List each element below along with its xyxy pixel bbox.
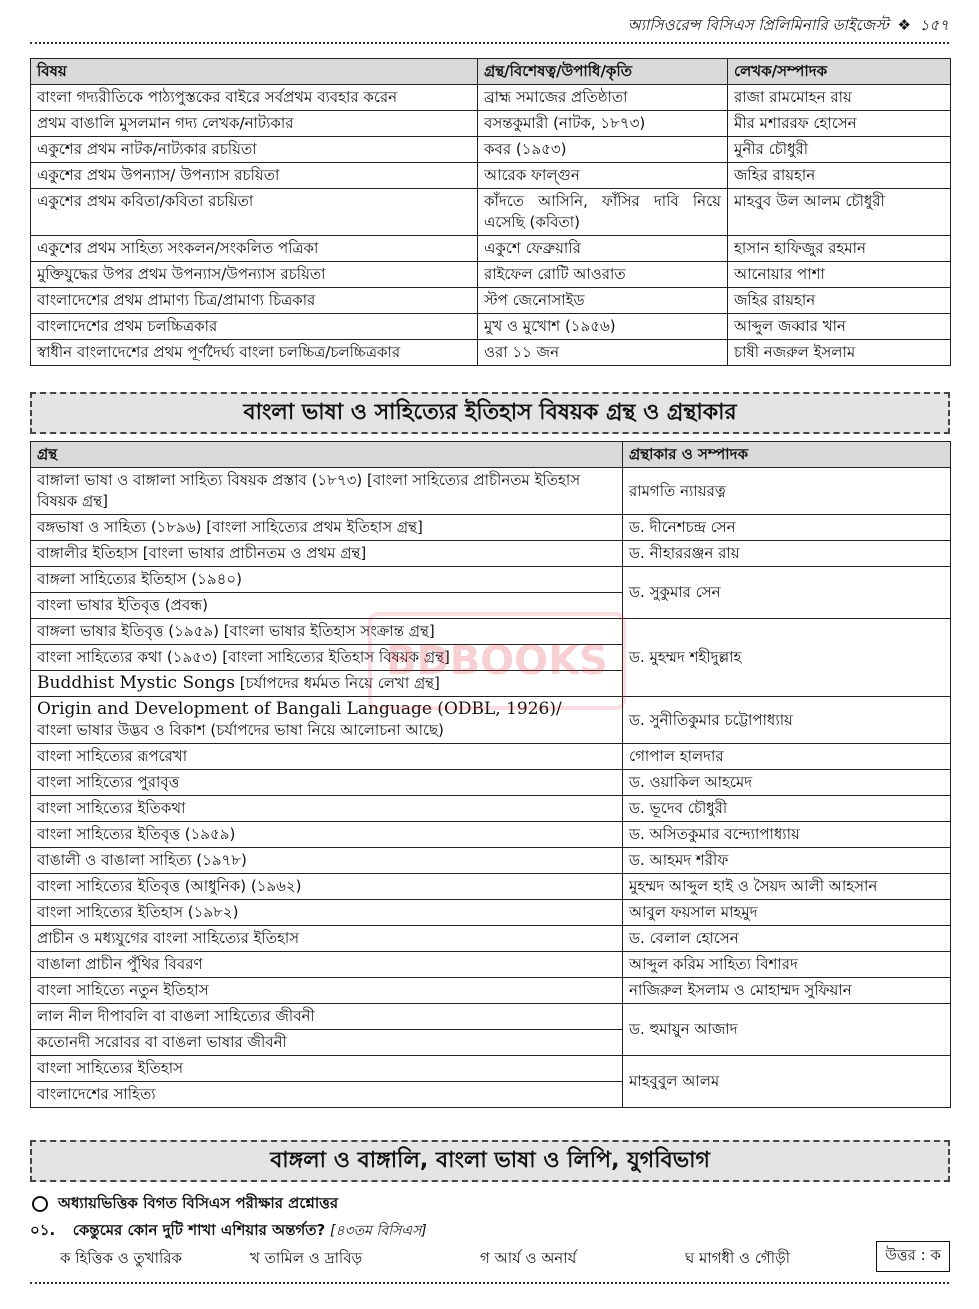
book-cell: বাংলা সাহিত্যের ইতিহাস — [31, 1056, 623, 1082]
author-cell: আবুল ফয়সাল মাহমুদ — [623, 900, 951, 926]
author-cell: ড. মুহম্মদ শহীদুল্লাহ — [623, 619, 951, 697]
table-header-row — [31, 442, 951, 468]
book-cell: বাংলা সাহিত্যের কথা (১৯৫৩) [বাংলা সাহিত্যের ইতিহাস বিষয়ক গ্রন্থ] — [31, 645, 623, 671]
bullet-circle-icon — [32, 1196, 48, 1212]
table-cell: বসন্তকুমারী (নাটক, ১৮৭৩) — [478, 111, 728, 137]
table-row — [31, 468, 951, 515]
book-cell: বাঙ্গালীর ইতিহাস [বাংলা ভাষার প্রাচীনতম ও প্রথম গ্রন্থ] — [31, 541, 623, 567]
option-ga: গ আর্য ও অনার্য — [480, 1249, 577, 1267]
book-cell: বাংলা সাহিত্যের ইতিবৃত্ত (আধুনিক) (১৯৬২) — [31, 874, 623, 900]
book-cell: লাল নীল দীপাবলি বা বাঙলা সাহিত্যের জীবনী — [31, 1004, 623, 1030]
option-kha: খ তামিল ও দ্রাবিড় — [250, 1249, 363, 1267]
author-cell: ড. সুকুমার সেন — [623, 567, 951, 619]
table-cell: ওরা ১১ জন — [478, 340, 728, 366]
header-separator-icon: ❖ — [897, 16, 911, 34]
author-cell: গোপাল হালদার — [623, 744, 951, 770]
column-header: গ্রন্থাকার ও সম্পাদক — [623, 442, 951, 468]
question-source: [৪৩তম বিসিএস] — [329, 1223, 427, 1239]
book-cell: বাঙ্গলা ভাষার ইতিবৃত্ত (১৯৫৯) [বাংলা ভাষার ইতিহাস সংক্রান্ত গ্রন্থ] — [31, 619, 623, 645]
table-cell: আরেক ফাল্গুন — [478, 163, 728, 189]
book-english-title: Origin and Development of Bangali Language (ODBL, 1926)/ — [37, 699, 562, 719]
section-title: বাঙ্গলা ও বাঙ্গালি, বাংলা ভাষা ও লিপি, যুগবিভাগ — [270, 1148, 710, 1173]
table-cell: কবর (১৯৫৩) — [478, 137, 728, 163]
table-cell: আব্দুল জব্বার খান — [728, 314, 951, 340]
book-cell: বাঙ্গালা ভাষা ও বাঙ্গালা সাহিত্য বিষয়ক প্রস্তাব (১৮৭৩) [বাংলা সাহিত্যের প্রাচীনতম ইতিহাস বিষয়ক গ্রন্থ] — [31, 468, 623, 515]
table-row — [31, 822, 951, 848]
header-title: অ্যাসিওরেন্স বিসিএস প্রিলিমিনারি ডাইজেস্ট — [627, 16, 889, 34]
table-row — [31, 236, 951, 262]
table-cell: রাইফেল রোটি আওরাত — [478, 262, 728, 288]
firsts-table — [30, 58, 951, 366]
table-cell: একুশের প্রথম কবিতা/কবিতা রচয়িতা — [31, 189, 478, 236]
table-cell: একুশের প্রথম নাটক/নাট্যকার রচয়িতা — [31, 137, 478, 163]
question-number: ০১. — [30, 1221, 56, 1239]
author-cell: আব্দুল করিম সাহিত্য বিশারদ — [623, 952, 951, 978]
book-cell: বাংলা সাহিত্যের রূপরেখা — [31, 744, 623, 770]
page-number: ১৫৭ — [919, 16, 949, 34]
table-cell: মীর মশাররফ হোসেন — [728, 111, 951, 137]
table-row — [31, 874, 951, 900]
table-cell: মাহবুব উল আলম চৌধুরী — [728, 189, 951, 236]
table-row — [31, 85, 951, 111]
table-cell: বাংলাদেশের প্রথম প্রামাণ্য চিত্র/প্রামাণ্য চিত্রকার — [31, 288, 478, 314]
table-cell: একুশের প্রথম উপন্যাস/ উপন্যাস রচয়িতা — [31, 163, 478, 189]
table-cell: স্বাধীন বাংলাদেশের প্রথম পূর্ণদৈর্ঘ্য বাংলা চলচ্চিত্র/চলচ্চিত্রকার — [31, 340, 478, 366]
table-cell: বাংলা গদ্যরীতিকে পাঠ্যপুস্তকের বাইরে সর্বপ্রথম ব্যবহার করেন — [31, 85, 478, 111]
table-row — [31, 697, 951, 744]
author-cell: ড. দীনেশচন্দ্র সেন — [623, 515, 951, 541]
book-note: [চর্যাপদের ধর্মমত নিয়ে লেখা গ্রন্থ] — [239, 674, 440, 692]
option-gha: ঘ মাগধী ও গৌড়ী — [685, 1249, 791, 1267]
book-cell — [31, 697, 623, 744]
book-english-title: Buddhist Mystic Songs — [37, 673, 235, 693]
author-cell: ড. আহমদ শরীফ — [623, 848, 951, 874]
table-cell: রাজা রামমোহন রায় — [728, 85, 951, 111]
watermark-logo: BDBOOKS — [368, 612, 626, 710]
table-row — [31, 926, 951, 952]
question-text: কেন্তুমের কোন দুটি শাখা এশিয়ার অন্তর্গত? — [72, 1221, 326, 1239]
author-cell: নাজিরুল ইসলাম ও মোহাম্মদ সুফিয়ান — [623, 978, 951, 1004]
table-cell: স্টপ জেনোসাইড — [478, 288, 728, 314]
table-cell: মুক্তিযুদ্ধের উপর প্রথম উপন্যাস/উপন্যাস রচয়িতা — [31, 262, 478, 288]
author-cell: মাহবুবুল আলম — [623, 1056, 951, 1108]
table-row — [31, 111, 951, 137]
section-title: বাংলা ভাষা ও সাহিত্যের ইতিহাস বিষয়ক গ্রন্থ ও গ্রন্থাকার — [243, 400, 737, 425]
table-row — [31, 848, 951, 874]
table-row — [31, 515, 951, 541]
author-cell: ড. বেলাল হোসেন — [623, 926, 951, 952]
book-note: বাংলা ভাষার উদ্ভব ও বিকাশ (চর্যাপদের ভাষা নিয়ে আলোচনা আছে) — [37, 721, 444, 739]
author-cell: ড. সুনীতিকুমার চট্টোপাধ্যায় — [623, 697, 951, 744]
book-cell: বাঙালী ও বাঙালা সাহিত্য (১৯৭৮) — [31, 848, 623, 874]
column-header: বিষয় — [31, 59, 478, 85]
footer-divider — [30, 1282, 949, 1284]
author-cell: ড. ওয়াকিল আহমেদ — [623, 770, 951, 796]
table-cell: একুশের প্রথম সাহিত্য সংকলন/সংকলিত পত্রিকা — [31, 236, 478, 262]
table-row — [31, 262, 951, 288]
author-cell: ড. হুমায়ুন আজাদ — [623, 1004, 951, 1056]
page-header — [30, 14, 949, 40]
table-row — [31, 340, 951, 366]
book-cell: কতোনদী সরোবর বা বাঙলা ভাষার জীবনী — [31, 1030, 623, 1056]
book-cell: বাংলা সাহিত্যের ইতিহাস (১৯৮২) — [31, 900, 623, 926]
table-cell: মুখ ও মুখোশ (১৯৫৬) — [478, 314, 728, 340]
author-cell: রামগতি ন্যায়রত্ন — [623, 468, 951, 515]
book-cell: বাংলাদেশের সাহিত্য — [31, 1082, 623, 1108]
table-row — [31, 770, 951, 796]
book-cell: বাঙালা প্রাচীন পুঁথির বিবরণ — [31, 952, 623, 978]
author-cell: ড. নীহাররঞ্জন রায় — [623, 541, 951, 567]
table-row — [31, 288, 951, 314]
table-cell: চাষী নজরুল ইসলাম — [728, 340, 951, 366]
author-cell: ড. অসিতকুমার বন্দ্যোপাধ্যায় — [623, 822, 951, 848]
table-row — [31, 314, 951, 340]
table-row — [31, 1004, 951, 1030]
book-cell — [31, 671, 623, 697]
table-cell: প্রথম বাঙালি মুসলমান গদ্য লেখক/নাট্যকার — [31, 111, 478, 137]
table-row — [31, 900, 951, 926]
table-cell: জহির রায়হান — [728, 288, 951, 314]
book-cell: প্রাচীন ও মধ্যযুগের বাংলা সাহিত্যের ইতিহাস — [31, 926, 623, 952]
table-cell: আনোয়ার পাশা — [728, 262, 951, 288]
table-row — [31, 952, 951, 978]
option-ka: ক হিত্তিক ও তুখারিক — [60, 1249, 183, 1267]
section-banner — [30, 392, 950, 434]
table-row — [31, 567, 951, 593]
qa-heading — [30, 1192, 950, 1217]
book-cell: বাংলা সাহিত্যের পুরাবৃত্ত — [31, 770, 623, 796]
table-row — [31, 189, 951, 236]
history-books-table — [30, 441, 951, 1108]
table-row — [31, 796, 951, 822]
column-header: গ্রন্থ/বিশেষত্ব/উপাধি/কৃতি — [478, 59, 728, 85]
answer-box: উত্তর : ক — [876, 1241, 950, 1272]
author-cell: ড. ভূদেব চৌধুরী — [623, 796, 951, 822]
author-cell: মুহম্মদ আব্দুল হাই ও সৈয়দ আলী আহসান — [623, 874, 951, 900]
table-header-row — [31, 59, 951, 85]
question-1 — [30, 1219, 950, 1244]
qa-heading-text: অধ্যায়ভিত্তিক বিগত বিসিএস পরীক্ষার প্রশ্নোত্তর — [58, 1194, 339, 1212]
column-header: লেখক/সম্পাদক — [728, 59, 951, 85]
table-row — [31, 978, 951, 1004]
table-row — [31, 1056, 951, 1082]
section-banner — [30, 1140, 950, 1182]
column-header: গ্রন্থ — [31, 442, 623, 468]
book-cell: বাংলা সাহিত্যের ইতিকথা — [31, 796, 623, 822]
table-row — [31, 619, 951, 645]
table-cell: একুশে ফেব্রুয়ারি — [478, 236, 728, 262]
table-row — [31, 163, 951, 189]
table-cell: কাঁদতে আসিনি, ফাঁসির দাবি নিয়ে এসেছি (কবিতা) — [478, 189, 728, 236]
table-row — [31, 137, 951, 163]
table-cell: ব্রাহ্ম সমাজের প্রতিষ্ঠাতা — [478, 85, 728, 111]
book-cell: বাংলা ভাষার ইতিবৃত্ত (প্রবন্ধ) — [31, 593, 623, 619]
table-row — [31, 541, 951, 567]
book-cell: বাঙ্গলা সাহিত্যের ইতিহাস (১৯৪০) — [31, 567, 623, 593]
table-row — [31, 744, 951, 770]
table-cell: হাসান হাফিজুর রহমান — [728, 236, 951, 262]
table-cell: বাংলাদেশের প্রথম চলচ্চিত্রকার — [31, 314, 478, 340]
table-cell: জহির রায়হান — [728, 163, 951, 189]
book-cell: বঙ্গভাষা ও সাহিত্য (১৮৯৬) [বাংলা সাহিত্যের প্রথম ইতিহাস গ্রন্থ] — [31, 515, 623, 541]
book-cell: বাংলা সাহিত্যের ইতিবৃত্ত (১৯৫৯) — [31, 822, 623, 848]
table-cell: মুনীর চৌধুরী — [728, 137, 951, 163]
header-divider — [30, 42, 949, 44]
book-cell: বাংলা সাহিত্যে নতুন ইতিহাস — [31, 978, 623, 1004]
